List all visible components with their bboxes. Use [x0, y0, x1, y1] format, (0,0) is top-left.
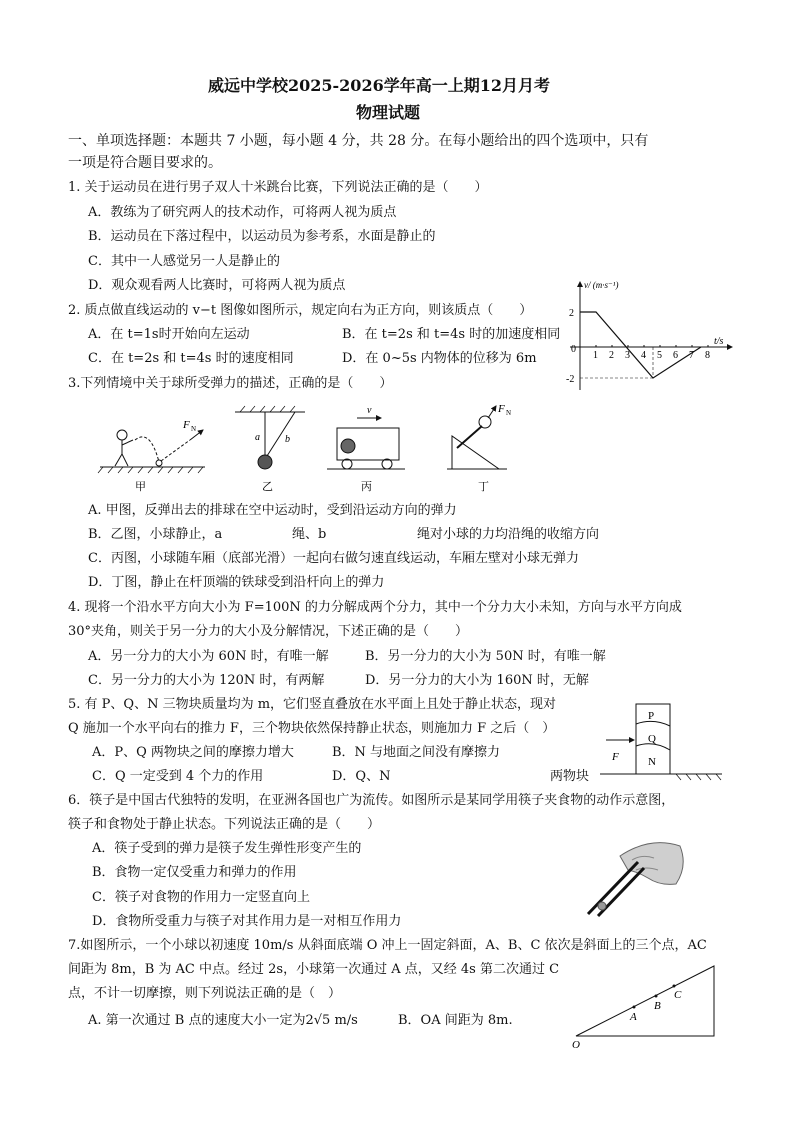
ding-N: N	[506, 409, 512, 417]
q3-option-d: D．丁图，静止在杆顶端的铁球受到沿杆向上的弹力	[88, 575, 385, 590]
q4-option-c: C．另一分力的大小为 120N 时，有两解	[88, 673, 325, 688]
exam-subject: 物理试题	[356, 103, 421, 122]
tick-origin: 0	[571, 344, 576, 355]
q2-option-b: B．在 t=2s 和 t=4s 时的加速度相同	[342, 327, 561, 342]
q1-stem: 1. 关于运动员在进行男子双人十米跳台比赛，下列说法正确的是（ ）	[68, 180, 488, 195]
block-N: N	[648, 756, 656, 768]
tick-neg: -2	[566, 374, 575, 385]
point-O: O	[572, 1039, 580, 1050]
fig-ding	[447, 403, 511, 469]
x-tick-label: 7	[689, 350, 694, 361]
q7-option-b: B．OA 间距为 8m.	[398, 1013, 513, 1028]
point-B: B	[654, 1000, 661, 1012]
q4-stem-1: 4. 现将一个沿水平方向大小为 F=100N 的力分解成两个分力，其中一个分力大小未知，方向与水平方向成	[68, 600, 682, 615]
x-tick-label: 8	[705, 350, 710, 361]
q4-option-d: D．另一分力的大小为 160N 时，无解	[365, 673, 589, 688]
q5-option-d-tail: 两物块	[550, 769, 590, 784]
point-A: A	[630, 1011, 637, 1023]
q1-option-c: C．其中一人感觉另一人是静止的	[88, 254, 280, 269]
label-ding: 丁	[478, 481, 489, 493]
q5-stem-1: 5. 有 P、Q、N 三物块质量均为 m，它们竖直叠放在水平面上且处于静止状态，现对	[68, 697, 557, 712]
q3-option-b-1: B．乙图，小球静止，a	[88, 527, 223, 542]
q7-option-a	[88, 1013, 358, 1029]
x-tick-label: 6	[673, 350, 678, 361]
q6-option-c: C．筷子对食物的作用力一定竖直向上	[92, 890, 310, 905]
q7-option-a-value: 2√5 m/s	[305, 1013, 358, 1028]
bing-v: v	[367, 405, 372, 416]
fig-yi	[235, 406, 305, 469]
label-jia: 甲	[135, 481, 146, 493]
section-heading-cont: 一项是符合题目要求的。	[68, 155, 222, 171]
q2-option-a: A．在 t=1s时开始向左运动	[88, 327, 250, 342]
point-C: C	[674, 989, 682, 1001]
q7-option-a-text: A. 第一次通过 B 点的速度大小一定为	[88, 1013, 306, 1028]
q3-option-c: C．丙图，小球随车厢（底部光滑）一起向右做匀速直线运动，车厢左壁对小球无弹力	[88, 551, 579, 566]
q3-option-b-2: 绳、b	[292, 527, 327, 542]
x-tick-label: 5	[657, 350, 662, 361]
q1-option-a: A．教练为了研究两人的技术动作，可将两人视为质点	[88, 205, 397, 220]
q6-stem-1: 6．筷子是中国古代独特的发明，在亚洲各国也广为流传。如图所示是某同学用筷子夹食物的动作示意图，	[68, 793, 675, 808]
x-tick-label: 1	[593, 350, 598, 361]
q5-option-a: A．P、Q 两物块之间的摩擦力增大	[92, 745, 294, 760]
ding-F: F	[498, 403, 505, 415]
label-bing: 丙	[361, 481, 372, 493]
q4-option-a: A．另一分力的大小为 60N 时，有唯一解	[88, 649, 329, 664]
fig-jia	[98, 419, 205, 473]
block-Q: Q	[648, 733, 656, 745]
q4-option-b: B．另一分力的大小为 50N 时，有唯一解	[365, 649, 606, 664]
q4-stem-2: 30°夹角，则关于另一分力的大小及分解情况，下述正确的是（ ）	[68, 624, 469, 639]
jia-F: F	[183, 419, 190, 431]
q3-figures	[95, 400, 515, 495]
q7-stem-3: 点，不计一切摩擦，则下列说法正确的是（ ）	[68, 986, 342, 1001]
graph-xlabel: t/s	[714, 336, 724, 347]
q5-option-b: B．N 与地面之间没有摩擦力	[332, 745, 501, 760]
q6-option-b: B．食物一定仅受重力和弹力的作用	[92, 865, 297, 880]
q7-stem-1: 7.如图所示，一个小球以初速度 10m/s 从斜面底端 O 冲上一固定斜面，A、B、C 依次是斜面上的三个点，AC	[68, 938, 707, 953]
q6-stem-2: 筷子和食物处于静止状态。下列说法正确的是（ ）	[68, 817, 381, 832]
tick-pos: 2	[569, 308, 574, 319]
q2-option-c: C．在 t=2s 和 t=4s 时的速度相同	[88, 351, 294, 366]
q2-stem: 2. 质点做直线运动的 v−t 图像如图所示，规定向右为正方向，则该质点（ ）	[68, 303, 533, 318]
fig-bing	[327, 405, 405, 469]
section-heading: 一、单项选择题：本题共 7 小题，每小题 4 分，共 28 分。在每小题给出的四个选项中，只有	[68, 133, 649, 149]
q6-option-d: D．食物所受重力与筷子对其作用力是一对相互作用力	[92, 914, 402, 929]
q2-vt-graph	[562, 274, 742, 394]
x-tick-label: 3	[625, 350, 630, 361]
q7-stem-2: 间距为 8m，B 为 AC 中点。经过 2s，小球第一次通过 A 点，又经 4s 第二次通过 C	[68, 962, 560, 977]
q5-blocks-figure	[598, 698, 726, 784]
x-tick-label: 2	[609, 350, 614, 361]
graph-ylabel: v/ (m·s⁻¹)	[584, 280, 619, 290]
q3-option-a: A. 甲图，反弹出去的排球在空中运动时，受到沿运动方向的弹力	[88, 503, 457, 518]
yi-b: b	[285, 434, 290, 445]
q3-stem: 3.下列情境中关于球所受弹力的描述，正确的是（ ）	[68, 376, 393, 391]
label-yi: 乙	[262, 481, 273, 493]
q5-option-d: D．Q、N	[332, 769, 391, 784]
q3-option-b-3: 绳对小球的力均沿绳的收缩方向	[417, 527, 600, 542]
jia-N: N	[191, 425, 197, 433]
q5-option-c: C．Q 一定受到 4 个力的作用	[92, 769, 264, 784]
block-P: P	[648, 710, 655, 722]
q2-option-d: D．在 0~5s 内物体的位移为 6m	[342, 351, 537, 366]
vt-line	[580, 312, 701, 378]
force-F: F	[612, 751, 619, 763]
yi-a: a	[255, 432, 260, 443]
q5-stem-2: Q 施加一个水平向右的推力 F，三个物块依然保持静止状态，则施加力 F 之后（ ）	[68, 721, 556, 736]
q1-option-b: B．运动员在下落过程中，以运动员为参考系，水面是静止的	[88, 229, 436, 244]
x-tick-label: 4	[641, 350, 646, 361]
q7-incline-figure	[568, 960, 718, 1050]
q6-option-a: A．筷子受到的弹力是筷子发生弹性形变产生的	[92, 841, 362, 856]
exam-title: 威远中学校2025-2026学年高一上期12月月考	[208, 76, 550, 95]
q1-option-d: D．观众观看两人比赛时，可将两人视为质点	[88, 278, 346, 293]
q6-chopsticks-image	[580, 826, 690, 918]
